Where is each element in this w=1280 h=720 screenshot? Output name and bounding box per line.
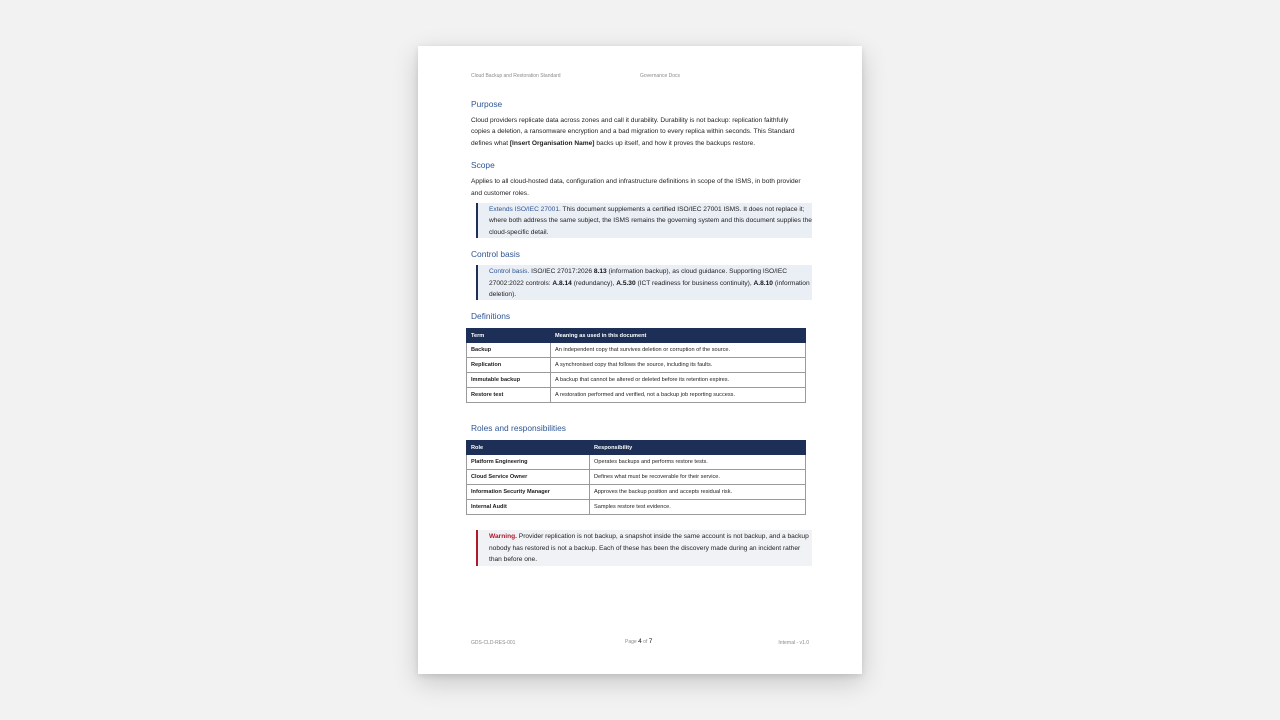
section-warning: [471, 530, 809, 565]
purpose-text-1: Cloud providers replicate data across zones and call it durability. Durability is not backup: replication faithfully copies a deletion, a ransomware encryption and a bad migration to every replica within seconds. This Standard defines what: [471, 117, 795, 147]
footer-classification: Internal - v1.0: [778, 640, 809, 646]
control-text-3: (redundancy),: [571, 279, 617, 287]
document-page: [418, 46, 862, 674]
roles-heading: Roles and responsibilities: [471, 423, 566, 434]
section-definitions: [471, 311, 809, 403]
column-header-meaning: Meaning as used in this document: [551, 329, 806, 343]
section-scope: [471, 160, 812, 238]
table-row: [467, 470, 806, 485]
definition-term: Replication: [467, 358, 551, 373]
definition-meaning: A restoration performed and verified, not a backup job reporting success.: [551, 388, 806, 403]
control-text-5: (information deletion).: [489, 279, 810, 299]
table-header-row: [467, 329, 806, 343]
callout-text: This document supplements a certified ISO/IEC 27001 ISMS. It does not replace it; where both address the same subject, the ISMS remains the governing system and this document supplies the cloud-specific detail.: [489, 206, 812, 236]
control-text-1: ISO/IEC 27017:2026: [529, 268, 594, 276]
scope-paragraph: Applies to all cloud-hosted data, configuration and infrastructure definitions in scope of the ISMS, in both provider and customer roles.: [471, 178, 801, 197]
definition-meaning: A backup that cannot be altered or deleted before its retention expires.: [551, 373, 806, 388]
column-header-responsibility: Responsibility: [590, 441, 806, 455]
warning-callout: [476, 530, 812, 565]
table-row: [467, 500, 806, 515]
organisation-placeholder: [Insert Organisation Name]: [509, 139, 595, 147]
definitions-heading: Definitions: [471, 311, 511, 322]
control-basis-callout: [476, 265, 812, 300]
header-collection-name: Governance Docs: [640, 73, 681, 79]
control-ref-a-8-14: A.8.14: [552, 279, 572, 287]
header-document-title: Cloud Backup and Restoration Standard: [471, 73, 561, 79]
purpose-paragraph: [471, 115, 809, 149]
footer-page-number: [625, 638, 652, 645]
control-basis-lead: Control basis.: [489, 268, 530, 276]
table-row: [467, 388, 806, 403]
role-name: Internal Audit: [467, 500, 590, 515]
section-roles: [471, 423, 809, 515]
warning-text: Provider replication is not backup, a snapshot inside the same account is not backup, and a backup nobody has restored is not a backup. Each of these has been the discovery made during an incident rather than before one.: [489, 533, 809, 564]
iso-27001-callout: [476, 203, 812, 238]
purpose-text-2: backs up itself, and how it proves the backups restore.: [594, 139, 756, 147]
table-row: [467, 485, 806, 500]
control-text-2: (information backup), as cloud guidance. Supporting ISO/IEC 27002:2022 controls:: [489, 268, 788, 287]
table-header-row: [467, 441, 806, 455]
definition-term: Backup: [467, 343, 551, 358]
warning-lead: Warning.: [489, 533, 517, 541]
definition-meaning: A synchronised copy that follows the source, including its faults.: [551, 358, 806, 373]
definition-meaning: An independent copy that survives deletion or corruption of the source.: [551, 343, 806, 358]
scope-heading: Scope: [471, 160, 495, 171]
role-responsibility: Operates backups and performs restore tests.: [590, 455, 806, 470]
column-header-term: Term: [467, 329, 551, 343]
roles-table: [466, 440, 806, 515]
control-basis-heading: Control basis: [471, 249, 520, 260]
page-word: Page: [625, 639, 637, 645]
role-responsibility: Samples restore test evidence.: [590, 500, 806, 515]
definitions-table: [466, 328, 806, 403]
table-row: [467, 455, 806, 470]
role-name: Cloud Service Owner: [467, 470, 590, 485]
role-name: Platform Engineering: [467, 455, 590, 470]
role-name: Information Security Manager: [467, 485, 590, 500]
section-control-basis: [471, 249, 809, 300]
callout-lead: Extends ISO/IEC 27001.: [489, 206, 561, 214]
definition-term: Restore test: [467, 388, 551, 403]
control-ref-a-5-30: A.5.30: [616, 279, 636, 287]
page-content: [471, 99, 812, 566]
table-row: [467, 343, 806, 358]
page-current: 4: [638, 638, 642, 645]
section-purpose: [471, 99, 809, 149]
role-responsibility: Defines what must be recoverable for their service.: [590, 470, 806, 485]
footer-document-id: GDS-CLD-RES-001: [471, 640, 516, 646]
role-responsibility: Approves the backup position and accepts residual risk.: [590, 485, 806, 500]
purpose-heading: Purpose: [471, 99, 503, 109]
control-text-4: (ICT readiness for business continuity),: [635, 279, 754, 287]
table-row: [467, 373, 806, 388]
control-ref-a-8-10: A.8.10: [753, 279, 773, 287]
page-total: 7: [648, 638, 653, 645]
column-header-role: Role: [467, 441, 590, 455]
of-word: of: [643, 639, 648, 645]
table-row: [467, 358, 806, 373]
control-ref-8-13: 8.13: [593, 268, 607, 276]
definition-term: Immutable backup: [467, 373, 551, 388]
